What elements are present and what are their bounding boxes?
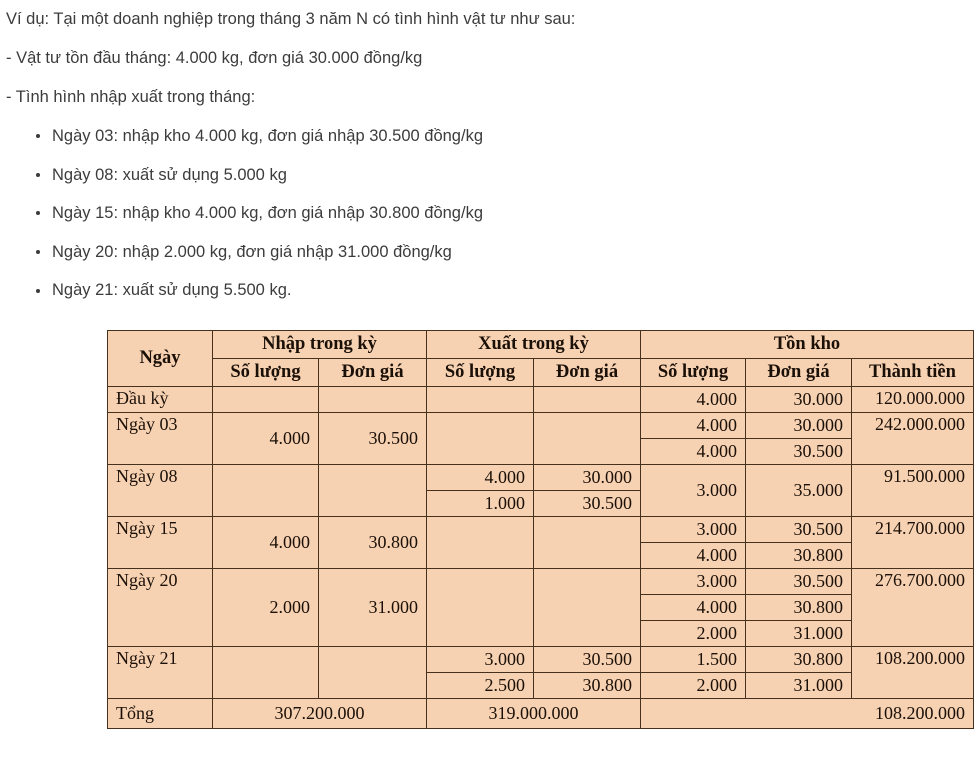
cell-total-issues: 319.000.000 [427,698,641,728]
column-header-issues: Xuất trong kỳ [427,330,641,358]
movements-heading-line: - Tình hình nhập xuất trong tháng: [6,88,256,106]
cell-out-price [534,516,641,568]
cell-in-price: 30.500 [319,412,427,464]
cell-bal-price: 31.000 [746,620,852,646]
cell-bal-amount: 242.000.000 [852,412,974,464]
table-row [108,464,974,490]
table-total-row [108,698,974,728]
cell-bal-price: 30.000 [746,386,852,412]
cell-out-price: 30.500 [534,490,641,516]
cell-bal-qty: 3.000 [641,516,746,542]
cell-out-price [534,386,641,412]
inventory-table-container [0,310,980,729]
cell-in-qty [213,464,319,516]
cell-bal-price: 31.000 [746,672,852,698]
cell-in-qty: 4.000 [213,412,319,464]
inventory-ledger-table [107,330,974,729]
cell-out-price [534,412,641,464]
cell-bal-price: 30.500 [746,568,852,594]
row-label-ngay-15: Ngày 15 [108,516,213,568]
cell-bal-amount: 120.000.000 [852,386,974,412]
cell-out-qty: 3.000 [427,646,534,672]
table-row [108,646,974,672]
list-item: Ngày 21: xuất sử dụng 5.500 kg. [0,271,980,310]
example-prose-block [0,0,980,310]
cell-in-qty: 2.000 [213,568,319,646]
cell-bal-qty: 4.000 [641,386,746,412]
table-header-row-top [108,330,974,358]
cell-bal-amount: 276.700.000 [852,568,974,646]
cell-bal-qty: 4.000 [641,594,746,620]
cell-out-price [534,568,641,646]
cell-bal-qty: 2.000 [641,672,746,698]
column-header-qty-bal: Số lượng [641,358,746,386]
row-label-ngay-21: Ngày 21 [108,646,213,698]
cell-in-price [319,464,427,516]
column-header-qty-in: Số lượng [213,358,319,386]
movements-bullet-list [0,117,980,310]
cell-out-qty [427,568,534,646]
list-item: Ngày 20: nhập 2.000 kg, đơn giá nhập 31.000 đồng/kg [0,233,980,272]
cell-bal-price: 30.800 [746,542,852,568]
cell-total-stock: 108.200.000 [641,698,974,728]
cell-bal-qty: 4.000 [641,438,746,464]
cell-bal-qty: 3.000 [641,568,746,594]
cell-in-price [319,386,427,412]
list-item: Ngày 15: nhập kho 4.000 kg, đơn giá nhập 30.800 đồng/kg [0,194,980,233]
table-row [108,386,974,412]
cell-out-price: 30.000 [534,464,641,490]
cell-bal-qty: 4.000 [641,542,746,568]
cell-in-price: 31.000 [319,568,427,646]
cell-out-qty: 2.500 [427,672,534,698]
list-item: Ngày 08: xuất sử dụng 5.000 kg [0,156,980,195]
opening-stock-line: - Vật tư tồn đầu tháng: 4.000 kg, đơn giá 30.000 đồng/kg [6,49,423,67]
table-row [108,516,974,542]
column-header-receipts: Nhập trong kỳ [213,330,427,358]
row-label-dau-ky: Đầu kỳ [108,386,213,412]
cell-bal-amount: 91.500.000 [852,464,974,516]
table-row [108,568,974,594]
cell-bal-amount: 108.200.000 [852,646,974,698]
cell-total-receipts: 307.200.000 [213,698,427,728]
column-header-stock: Tồn kho [641,330,974,358]
intro-paragraph: Ví dụ: Tại một doanh nghiệp trong tháng 3 năm N có tình hình vật tư như sau: [6,10,576,28]
cell-in-qty: 4.000 [213,516,319,568]
table-row [108,412,974,438]
column-header-qty-out: Số lượng [427,358,534,386]
cell-bal-amount: 214.700.000 [852,516,974,568]
column-header-price-out: Đơn giá [534,358,641,386]
cell-out-qty: 1.000 [427,490,534,516]
cell-bal-price: 30.000 [746,412,852,438]
cell-out-price: 30.800 [534,672,641,698]
cell-bal-qty: 3.000 [641,464,746,516]
cell-bal-price: 35.000 [746,464,852,516]
cell-out-qty [427,516,534,568]
table-header-row-sub [108,358,974,386]
cell-bal-price: 30.500 [746,438,852,464]
list-item: Ngày 03: nhập kho 4.000 kg, đơn giá nhập 30.500 đồng/kg [0,117,980,156]
cell-out-qty: 4.000 [427,464,534,490]
cell-out-qty [427,386,534,412]
cell-in-qty [213,646,319,698]
cell-in-price [319,646,427,698]
column-header-amount-bal: Thành tiền [852,358,974,386]
cell-in-qty [213,386,319,412]
cell-bal-price: 30.800 [746,646,852,672]
row-label-ngay-03: Ngày 03 [108,412,213,464]
cell-bal-qty: 1.500 [641,646,746,672]
column-header-price-in: Đơn giá [319,358,427,386]
row-label-ngay-20: Ngày 20 [108,568,213,646]
cell-bal-price: 30.500 [746,516,852,542]
cell-out-price: 30.500 [534,646,641,672]
row-label-ngay-08: Ngày 08 [108,464,213,516]
cell-out-qty [427,412,534,464]
cell-bal-qty: 4.000 [641,412,746,438]
column-header-price-bal: Đơn giá [746,358,852,386]
row-label-tong: Tổng [108,698,213,728]
cell-in-price: 30.800 [319,516,427,568]
column-header-date: Ngày [108,330,213,386]
cell-bal-qty: 2.000 [641,620,746,646]
cell-bal-price: 30.800 [746,594,852,620]
